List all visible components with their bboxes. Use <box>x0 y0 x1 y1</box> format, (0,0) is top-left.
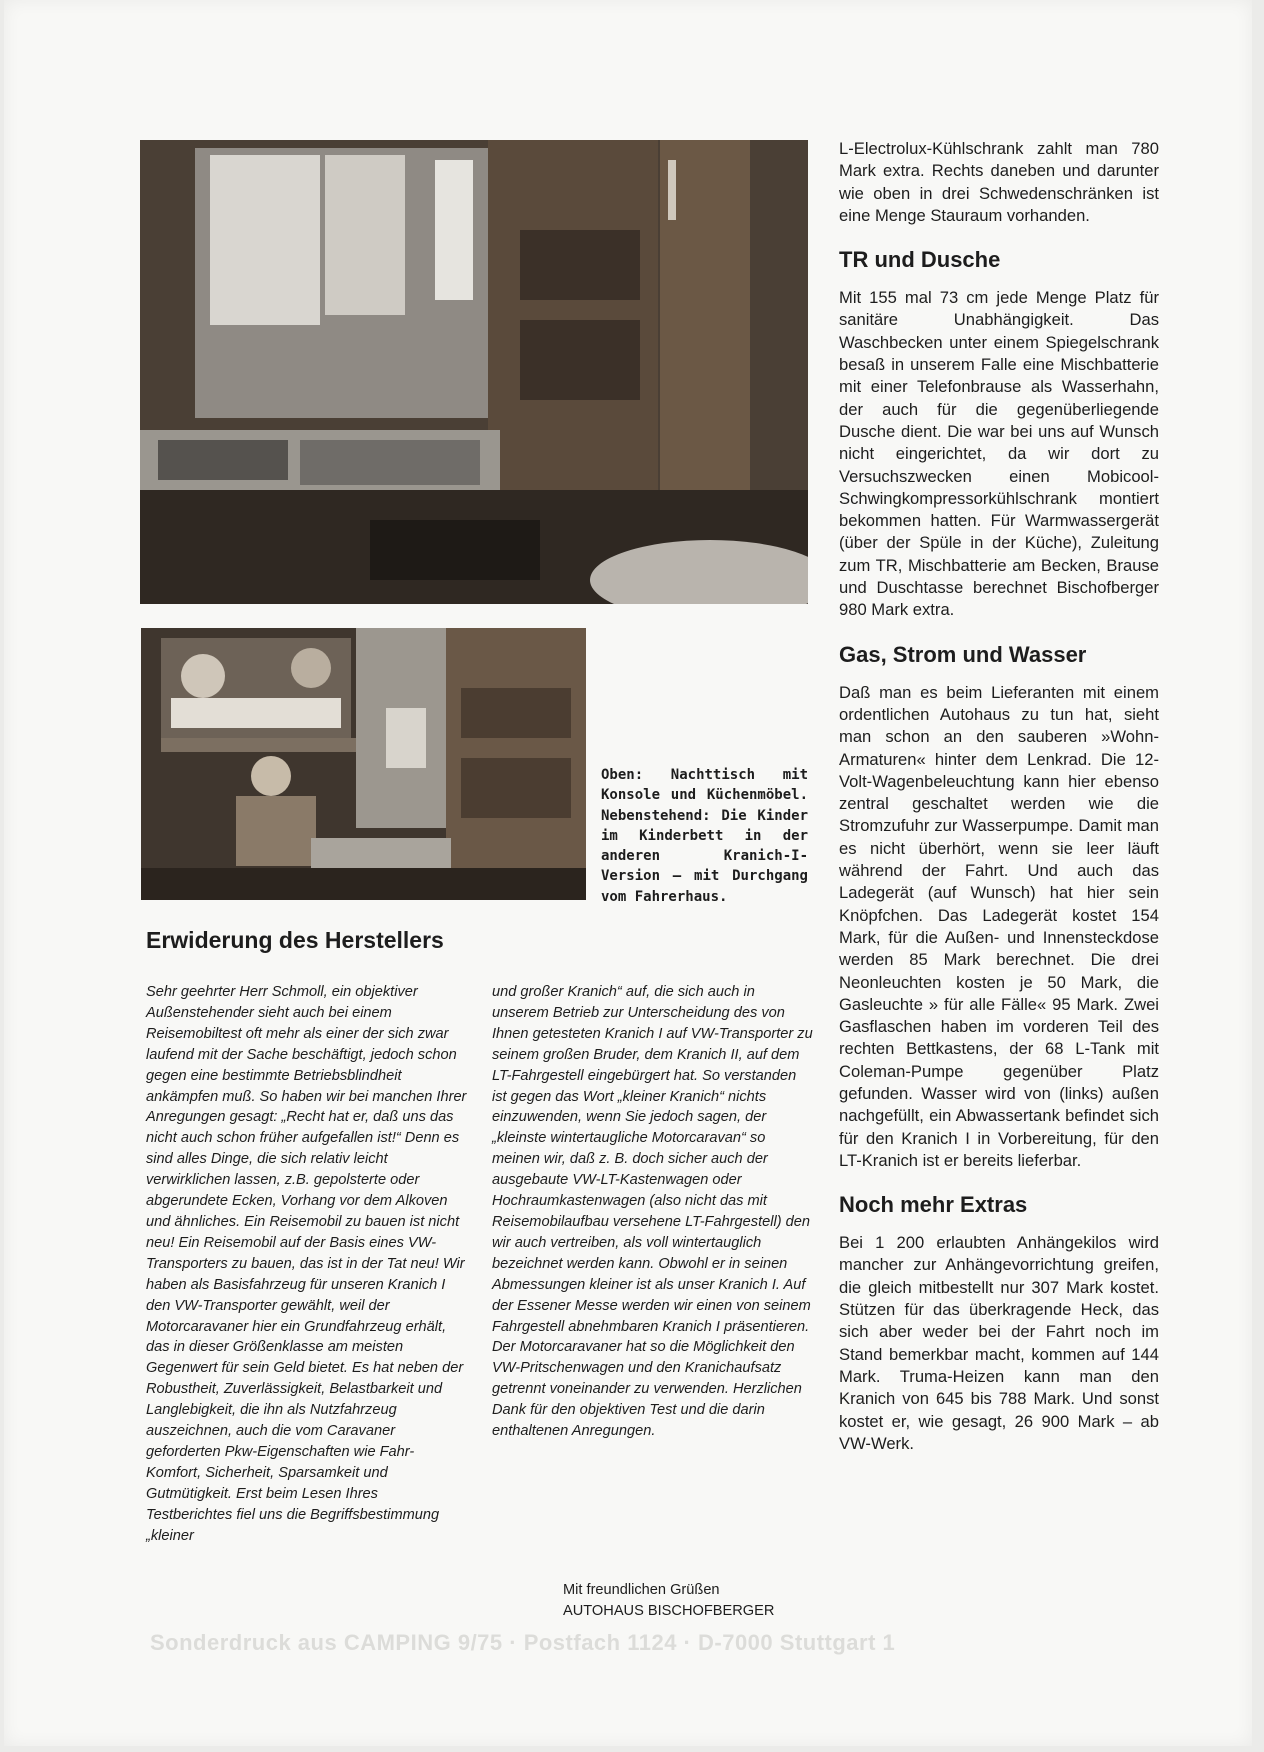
footer-note: Sonderdruck aus CAMPING 9/75 · Postfach 1124 · D-7000 Stuttgart 1 <box>150 1630 896 1655</box>
children-bunk-photo <box>141 628 586 900</box>
reply-title: Erwiderung des Herstellers <box>146 927 444 953</box>
section-heading: TR und Dusche <box>839 247 1001 273</box>
closing-line: Mit freundlichen Grüßen <box>563 1582 720 1598</box>
reply-text-1: Sehr geehrter Herr Schmoll, ein objektiver Außenstehender sieht auch bei einem Reisemobiltest oft mehr als einer der sich zwar laufend mit der Sache beschäftigt, jedoch schon gegen eine bestimmte Betriebsblindheit ankämpfen muß. So haben wir bei manchen Ihrer Anregungen gesagt: „Recht hat er, daß uns das nicht auch schon früher aufgefallen ist!“ Denn es sind alles Dinge, die sich relativ leicht verwirklichen lassen, z.B. gepolsterte oder abgerundete Ecken, Vorhang vor dem Alkoven und ähnliches. Ein Reisemobil zu bauen ist nicht neu! Ein Reisemobil auf der Basis eines VW-Transporters zu bauen, das ist in der Tat neu! Wir haben als Basisfahrzeug für unseren Kranich I den VW-Transporter gewählt, weil der Motorcaravaner hier ein Grundfahrzeug erhält, das in dieser Größenklasse am meisten Gegenwert für sein Geld bietet. Es hat neben der Robustheit, Zuverlässigkeit, Belastbarkeit und Langlebigkeit, die ihn als Nutzfahrzeug auszeichnen, auch die vom Caravaner geforderten Pkw-Eigenschaften wie Fahr-Komfort, Sicherheit, Sparsamkeit und Gutmütigkeit. Erst beim Lesen Ihres Testberichtes fiel uns die Begriffsbestimmung „kleiner <box>146 984 467 1544</box>
section-text: Bei 1 200 erlaubten Anhängekilos wird mancher zur Anhängevorrichtung greifen, die gleich mitbestellt nur 307 Mark kostet. Stützen für das überkragende Heck, das sich aber weder bei der Fahrt noch im Stand bemerkbar macht, kommen auf 144 Mark. Truma-Heizen kann man den Kranich von 645 bis 788 Mark. Und sonst kostet er, wie gesagt, 26 900 Mark – ab VW-Werk. <box>839 1233 1159 1453</box>
document-page <box>4 0 1252 1746</box>
right-column-intro: L-Electrolux-Kühlschrank zahlt man 780 Mark extra. Rechts daneben und darunter wie oben in drei Schwedenschränken ist eine Menge Stauraum vorhanden. <box>839 139 1159 225</box>
company-name: AUTOHAUS BISCHOFBERGER <box>563 1602 775 1619</box>
photo-caption: Oben: Nachttisch mit Konsole und Küchenmöbel. Nebenstehend: Die Kinder im Kinderbett in der anderen Kranich-I-Version – mit Durchgang vom Fahrerhaus. <box>601 767 808 905</box>
kitchen-photo-illustration <box>140 140 808 604</box>
signature-block <box>563 1580 774 1621</box>
reply-column-2 <box>492 982 814 1442</box>
section-heading: Noch mehr Extras <box>839 1192 1028 1218</box>
section-text: Mit 155 mal 73 cm jede Menge Platz für sanitäre Unabhängigkeit. Das Waschbecken unter einem Spiegelschrank besaß in unserem Falle eine Mischbatterie mit einer Telefonbrause als Wasserhahn, der auch für die gegenüberliegende Dusche dient. Die war bei uns auf Wunsch nicht eingerichtet, da wir dort zu Versuchszwecken einen Mobicool-Schwingkompressorkühlschrank montiert bekommen hatten. Für Warmwassergerät (über der Spüle in der Küche), Zuleitung zum TR, Mischbatterie am Becken, Brause und Duschtasse berechnet Bischofberger 980 Mark extra. <box>839 288 1159 620</box>
kitchen-photo <box>140 140 808 604</box>
children-bunk-photo-illustration <box>141 628 586 900</box>
reply-column-1 <box>146 982 468 1546</box>
section-text: Daß man es beim Lieferanten mit einem ordentlichen Autohaus zu tun hat, sieht man schon an den sauberen »Wohn-Armaturen« hinter dem Lenkrad. Die 12-Volt-Wagenbeleuchtung kann hier ebenso zentral geschaltet werden wie die Stromzufuhr zur Wasserpumpe. Damit man es nicht überhört, wenn sie leer läuft während der Fahrt. Und auch das Ladegerät (auf Wunsch) hat hier sein Knöpfchen. Das Ladegerät kostet 154 Mark, für die Außen- und Innensteckdose werden 85 Mark berechnet. Die drei Neonleuchten kosten je 50 Mark, die Gasleuchte » für alle Fälle« 95 Mark. Zwei Gasflaschen haben im vorderen Teil des rechten Bettkastens, der 68 L-Tank mit Coleman-Pumpe gegenüber Platz gefunden. Wasser wird von (links) außen nachgefüllt, ein Abwassertank befindet sich für den Kranich I in Vorbereitung, für den LT-Kranich ist er bereits lieferbar. <box>839 682 1159 1170</box>
reply-text-2: und großer Kranich“ auf, die sich auch in unserem Betrieb zur Unterscheidung des von Ihnen getesteten Kranich I auf VW-Transporter zu seinem großen Bruder, dem Kranich II, auf dem LT-Fahrgestell eingebürgert hat. So verstanden ist gegen das Wort „kleiner Kranich“ nichts einzuwenden, wenn Sie jedoch sagen, der „kleinste wintertaugliche Motorcaravan“ so meinen wir, daß z. B. doch sicher auch der ausgebaute VW-LT-Kastenwagen oder Hochraumkastenwagen (also nicht das mit Reisemobilaufbau versehene LT-Fahrgestell) den wir auch vertreiben, als voll wintertauglich bezeichnet werden kann. Obwohl er in seinen Abmessungen kleiner ist als unser Kranich I. Auf der Essener Messe werden wir einen von seinem Fahrgestell abnehmbaren Kranich I präsentieren. Der Motorcaravaner hat so die Möglichkeit den VW-Pritschenwagen und den Kranichaufsatz getrennt voneinander zu verwenden. Herzlichen Dank für den objektiven Test und die darin enthaltenen Anregungen. <box>492 984 813 1440</box>
section-heading: Gas, Strom und Wasser <box>839 641 1087 667</box>
right-column <box>839 138 1159 1455</box>
